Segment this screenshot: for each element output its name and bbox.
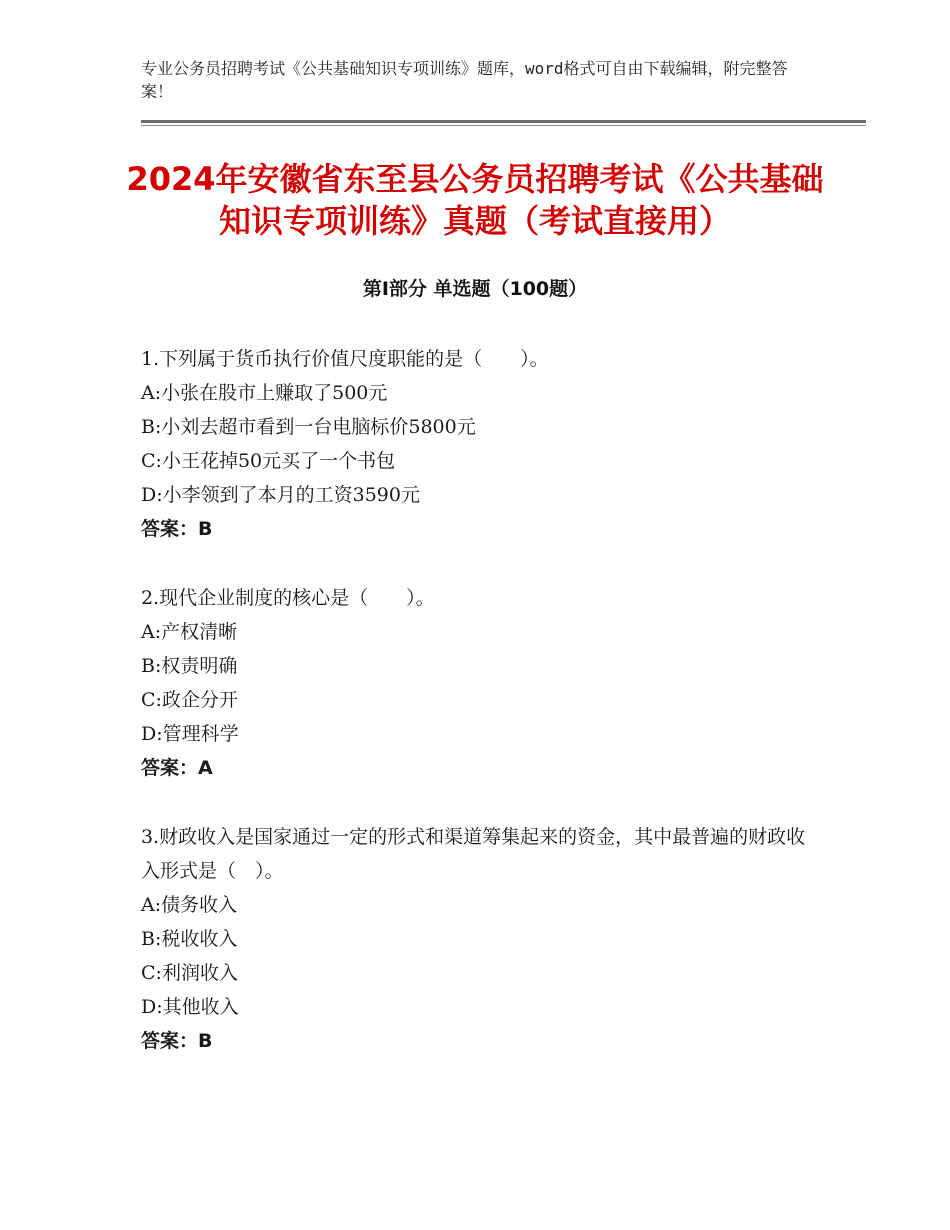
header-divider-thin [141,125,866,126]
question-3 [141,820,821,1058]
option-b: B:税收收入 [141,928,238,950]
option-b: B:权责明确 [141,655,238,677]
option-a: A:债务收入 [141,894,238,916]
option-a: A:产权清晰 [141,621,238,643]
header-divider-thick [141,120,866,123]
answer: 答案：B [141,518,213,540]
option-a: A:小张在股市上赚取了500元 [141,382,388,404]
document-title: 2024年安徽省东至县公务员招聘考试《公共基础知识专项训练》真题（考试直接用） [126,160,824,240]
question-stem: 1.下列属于货币执行价值尺度职能的是（ ）。 [141,348,549,370]
option-b: B:小刘去超市看到一台电脑标价5800元 [141,416,476,438]
option-d: D:管理科学 [141,723,239,745]
answer: 答案：B [141,1030,213,1052]
question-stem: 2.现代企业制度的核心是（ ）。 [141,587,435,609]
option-d: D:其他收入 [141,996,239,1018]
header-note: 专业公务员招聘考试《公共基础知识专项训练》题库，word格式可自由下载编辑，附完整答案！ [141,59,788,101]
option-c: C:利润收入 [141,962,238,984]
option-c: C:小王花掉50元买了一个书包 [141,450,396,472]
section-title: 第Ⅰ部分 单选题（100题） [362,278,588,300]
question-2 [141,581,821,785]
question-stem: 3.财政收入是国家通过一定的形式和渠道筹集起来的资金，其中最普遍的财政收入形式是（ ）。 [141,826,806,882]
question-1 [141,342,821,546]
option-d: D:小李领到了本月的工资3590元 [141,484,420,506]
answer: 答案：A [141,757,213,779]
option-c: C:政企分开 [141,689,238,711]
